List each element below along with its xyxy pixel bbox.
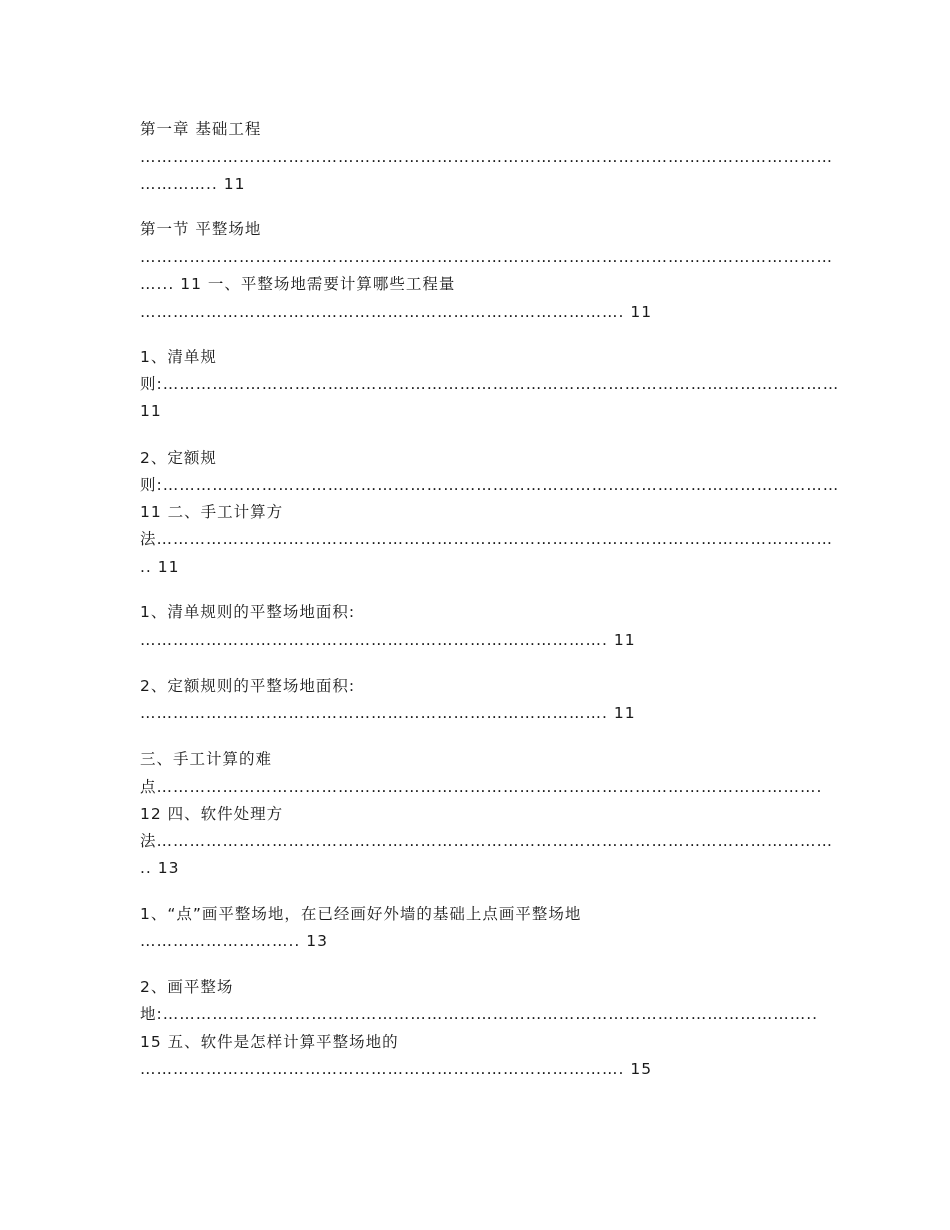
toc-entry-bill-rule: 1、清单规: [140, 348, 217, 366]
toc-entry-manual-difficulty: 三、手工计算的难: [140, 750, 273, 768]
toc-entry-quantities: …... 11 一、平整场地需要计算哪些工程量: [140, 275, 456, 293]
toc-page-number-line: ………….. 11: [140, 175, 246, 193]
toc-entry-bill-area: 1、清单规则的平整场地面积:: [140, 603, 356, 621]
toc-page-number-line: .. 13: [140, 859, 180, 877]
toc-entry-point-draw: 1、“点”画平整场地，在已经画好外墙的基础上点画平整场地: [140, 905, 582, 923]
toc-page-number-line: 11: [140, 402, 162, 420]
toc-leader-line: 法……………………………………………………………………………………………………………: [140, 832, 834, 850]
toc-entry-software-calc: 15 五、软件是怎样计算平整场地的: [140, 1033, 399, 1051]
toc-leader-line: ………………………………………………………………………………………………………………: [140, 248, 833, 266]
toc-leader-line: 地:………………………………………………………………………………………………………..: [140, 1005, 819, 1023]
toc-page-number-line: …………………………………………………………………………. 11: [140, 631, 636, 649]
toc-heading-section-1: 第一节 平整场地: [140, 220, 262, 238]
toc-leader-line: ………………………………………………………………………………………………………………: [140, 148, 833, 166]
toc-leader-line: 则:……………………………………………………………………………………………………………: [140, 375, 840, 393]
toc-leader-line: 则:……………………………………………………………………………………………………………: [140, 476, 840, 494]
toc-leader-line: 点………………………………………………………………………………………………………….: [140, 778, 823, 796]
toc-page-number-line: ……………………………………………………………………………. 15: [140, 1060, 653, 1078]
toc-page-number-line: …………………………………………………………………………. 11: [140, 704, 636, 722]
toc-entry-quota-area: 2、定额规则的平整场地面积:: [140, 677, 356, 695]
toc-page-number-line: ……………………………………………………………………………. 11: [140, 303, 653, 321]
toc-page-number-line: ……………………….. 13: [140, 932, 329, 950]
toc-entry-manual-method: 11 二、手工计算方: [140, 503, 284, 521]
toc-leader-line: 法……………………………………………………………………………………………………………: [140, 530, 834, 548]
toc-entry-draw-site: 2、画平整场: [140, 978, 234, 996]
toc-entry-quota-rule: 2、定额规: [140, 449, 217, 467]
toc-heading-chapter-1: 第一章 基础工程: [140, 120, 262, 138]
toc-entry-software-method: 12 四、软件处理方: [140, 805, 284, 823]
toc-page-number-line: .. 11: [140, 558, 180, 576]
